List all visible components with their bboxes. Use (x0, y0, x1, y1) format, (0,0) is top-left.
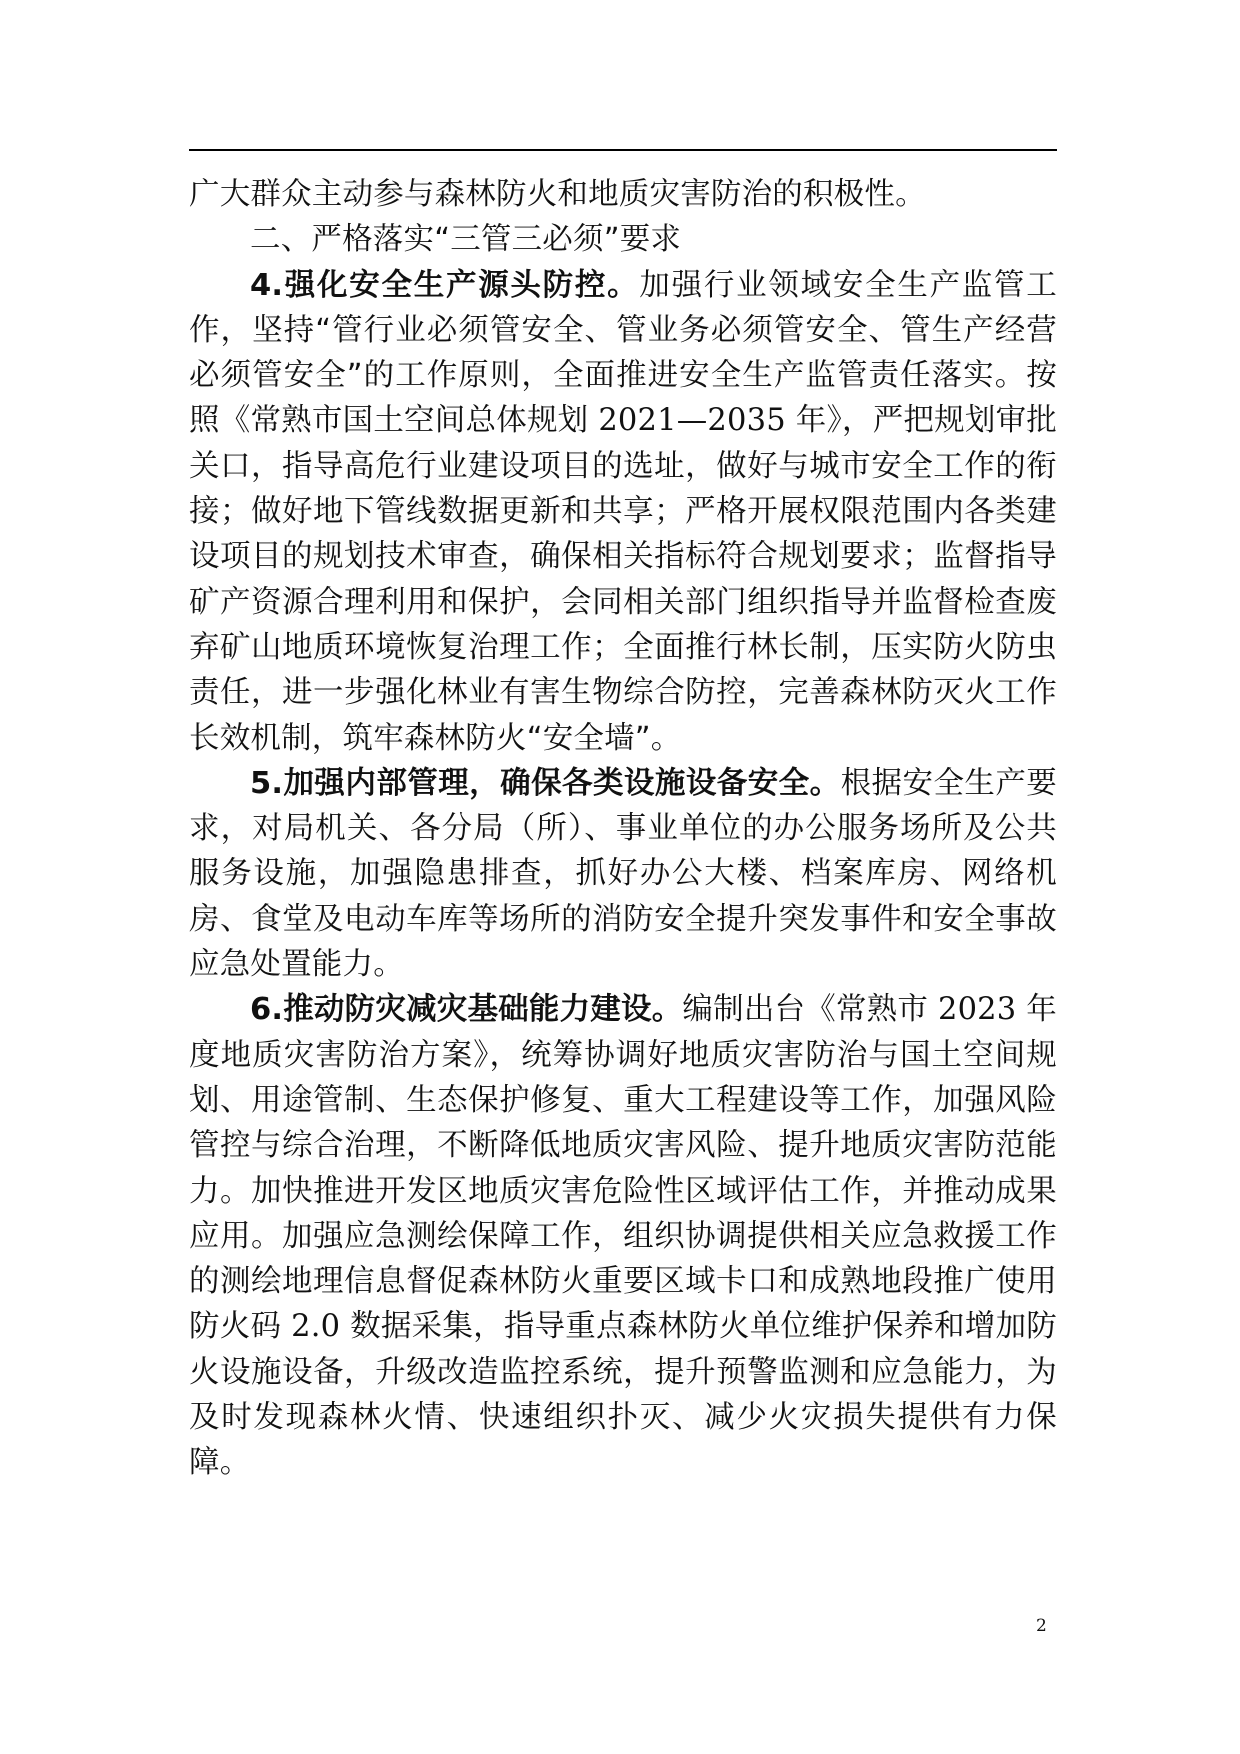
item-5-paragraph (189, 761, 1057, 987)
item-5-heading: 5.加强内部管理，确保各类设施设备安全。 (250, 765, 841, 801)
item-6-text-2: 年度地质灾害防治方案》，统筹协调好地质灾害防治与国土空间规划、用途管制、生态保护修复、重大工程建设等工作，加强风险管控与综合治理，不断降低地质灾害风险、提升地质灾害防范能力。加快推进开发区地质灾害危险性区域评估工作，并推动成果应用。加强应急测绘保障工作，组织协调提供相关应急救援工作的测绘地理信息督促森林防火重要区域卡口和成熟地段推广使用防火码 (189, 992, 1057, 1345)
item-6-version: 2.0 (291, 1309, 341, 1345)
document-body (189, 172, 1057, 1486)
item-4-paragraph (189, 263, 1057, 761)
section-heading: 二、严格落实“三管三必须”要求 (250, 222, 682, 258)
item-6-paragraph (189, 987, 1057, 1485)
item-4-text-2: 年》，严把规划审批关口，指导高危行业建设项目的选址，做好与城市安全工作的衔接；做好地下管线数据更新和共享；严格开展权限范围内各类建设项目的规划技术审查，确保相关指标符合规划要求；监督指导矿产资源合理利用和保护，会同相关部门组织指导并监督检查废弃矿山地质环境恢复治理工作；全面推行林长制，压实防火防虫责任，进一步强化林业有害生物综合防控，完善森林防灭火工作长效机制，筑牢森林防火“安全墙”。 (189, 403, 1057, 756)
item-4-text-1: 加强行业领域安全生产监管工作，坚持“管行业必须管安全、管业务必须管安全、管生产经营必须管安全”的工作原则，全面推进安全生产监管责任落实。按照《常熟市国土空间总体规划 (189, 267, 1057, 439)
header-rule (189, 149, 1057, 151)
item-6-text-3: 数据采集，指导重点森林防火单位维护保养和增加防火设施设备，升级改造监控系统，提升预警监测和应急能力，为及时发现森林火情、快速组织扑灭、减少火灾损失提供有力保障。 (189, 1309, 1058, 1481)
item-4-heading: 4.强化安全生产源头防控。 (250, 267, 640, 303)
item-6-text-1: 编制出台《常熟市 (682, 992, 938, 1028)
item-4-years: 2021—2035 (598, 403, 786, 439)
item-6-heading: 6.推动防灾减灾基础能力建设。 (250, 992, 683, 1028)
continuation-paragraph: 广大群众主动参与森林防火和地质灾害防治的积极性。 (189, 177, 926, 212)
item-5-text: 根据安全生产要求，对局机关、各分局（所）、事业单位的办公服务场所及公共服务设施，加强隐患排查，抓好办公大楼、档案库房、网络机房、食堂及电动车库等场所的消防安全提升突发事件和安全事故应急处置能力。 (189, 765, 1058, 983)
page-number: 2 (1036, 1616, 1047, 1636)
item-6-year: 2023 (937, 992, 1017, 1028)
